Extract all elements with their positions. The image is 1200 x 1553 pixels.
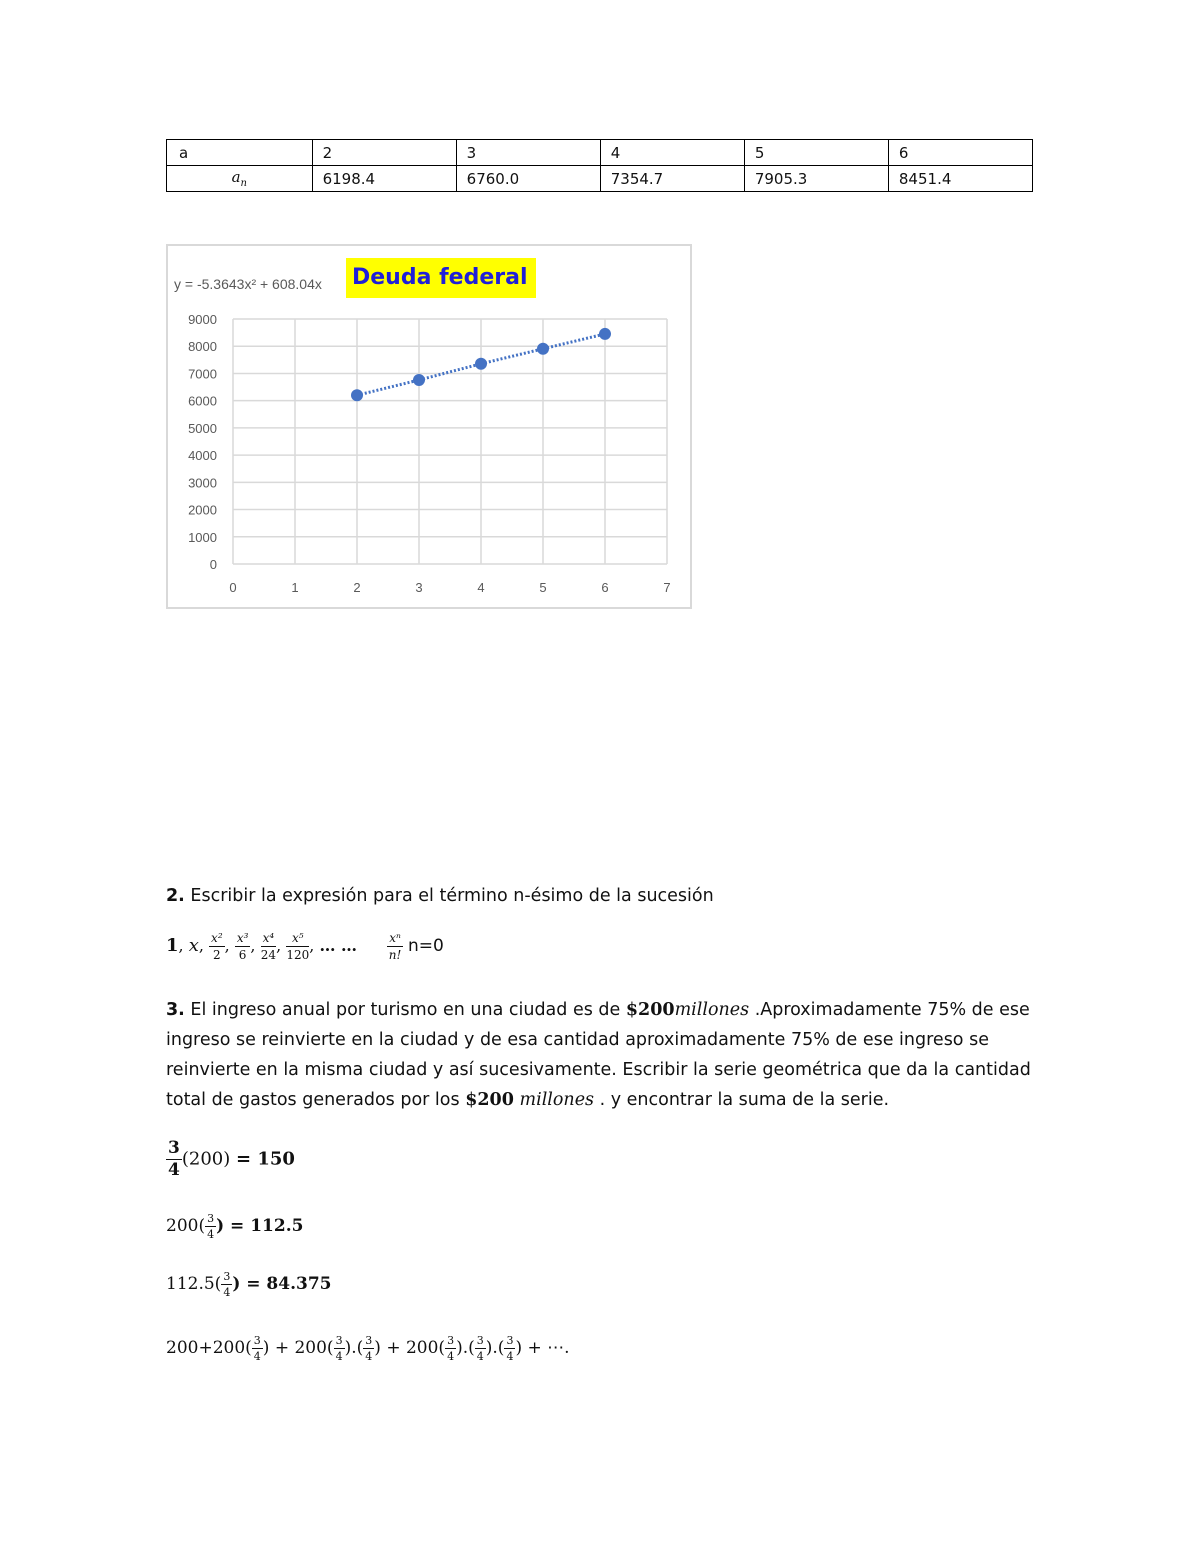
y-tick-label: 2000: [188, 502, 217, 518]
question-text-b: .Aproximadamente 75% de ese ingreso se reinvierte en la ciudad y de esa cantidad aproximadamente 75% de ese ingreso se reinvierte en la misma ciudad y así sucesivamente. Escribir la serie geométrica que da la cantidad total de gastos generados por los: [166, 1000, 1031, 1110]
math-line-3: [166, 1271, 332, 1298]
frac-den: 4: [365, 1350, 373, 1363]
n-start: n=0: [407, 936, 444, 956]
x-tick-label: 5: [539, 580, 547, 595]
chart-svg: [168, 246, 690, 607]
an-subscript: n: [240, 178, 247, 189]
frac-den: 4: [447, 1350, 455, 1363]
data-point: [599, 328, 611, 340]
general-term: [387, 932, 403, 961]
table-cell: 2: [312, 140, 456, 166]
table-cell: 7905.3: [744, 166, 888, 192]
series-dot: .: [351, 1338, 357, 1358]
seq-first-term: 1: [166, 935, 179, 956]
seq-frac: [261, 932, 277, 961]
x-tick-label: 0: [229, 580, 237, 595]
frac-num: 3: [476, 1334, 484, 1347]
table-cell-label: [167, 166, 313, 192]
series-term: 200(: [405, 1338, 446, 1358]
question-text-a: El ingreso anual por turismo en una ciudad es de: [190, 1000, 621, 1020]
frac-den: 4: [223, 1286, 231, 1299]
frac-den: 6: [238, 948, 247, 962]
series-tail: + ⋯.: [527, 1338, 570, 1358]
y-tick-label: 1000: [188, 529, 217, 545]
x-tick-label: 2: [353, 580, 361, 595]
question-number: 2.: [166, 886, 185, 906]
frac-num: 3: [253, 1334, 261, 1347]
question-text: Escribir la expresión para el término n-ésimo de la sucesión: [190, 886, 714, 906]
frac-num: 3: [365, 1334, 373, 1347]
series-paren: ): [515, 1338, 523, 1358]
frac-den: n!: [388, 948, 402, 962]
fraction: [205, 1213, 216, 1240]
chart: [166, 244, 692, 609]
math-lead: 112.5(: [166, 1274, 222, 1294]
fraction: [445, 1335, 456, 1362]
frac-den: 120: [286, 948, 310, 962]
frac-num: 3: [207, 1212, 215, 1225]
table-cell: 6760.0: [456, 166, 600, 192]
frac-num: x³: [236, 931, 249, 945]
x-tick-label: 3: [415, 580, 423, 595]
math-line-1: [166, 1140, 295, 1179]
amount: $200: [465, 1090, 514, 1110]
fraction: [221, 1271, 232, 1298]
x-tick-label: 7: [663, 580, 671, 595]
fraction: [363, 1335, 374, 1362]
unit: millones: [519, 1090, 595, 1110]
frac-num: 3: [447, 1334, 455, 1347]
fraction: [504, 1335, 515, 1362]
x-tick-label: 1: [291, 580, 299, 595]
y-tick-label: 6000: [188, 393, 217, 409]
x-tick-label: 6: [601, 580, 609, 595]
question-2: [166, 881, 1046, 911]
series-plus: +: [386, 1338, 401, 1358]
frac-num: 3: [168, 1138, 180, 1158]
table-cell: 5: [744, 140, 888, 166]
y-tick-label: 4000: [188, 448, 217, 464]
chart-title: Deuda federal: [346, 258, 536, 298]
table-row: [167, 166, 1033, 192]
series-term: 200(: [294, 1338, 334, 1358]
data-point: [413, 374, 425, 386]
frac-num: 3: [223, 1270, 231, 1283]
series-dot: .: [492, 1338, 498, 1358]
math-series: 200+200( $\frac{3}{4}$ ) + 200( $\frac{3}{4}$ ).( $\frac{3}{4}$ ) + 200( $\frac{3}{4}$ ).( $\frac{3}{4}$ ).( $\frac{3}{4}$ ) + ⋯.: [166, 1334, 570, 1363]
frac-den: 4: [253, 1350, 261, 1363]
fraction: [166, 1140, 182, 1179]
data-point: [351, 389, 363, 401]
frac-den: 4: [476, 1350, 484, 1363]
table-cell: 4: [600, 140, 744, 166]
frac-den: 2: [213, 948, 221, 962]
seq-frac: [209, 932, 225, 961]
math-result: ) = 84.375: [232, 1274, 332, 1294]
series-paren: ): [456, 1338, 463, 1358]
frac-num: 3: [506, 1334, 514, 1347]
math-line-2: [166, 1213, 303, 1240]
y-tick-label: 9000: [188, 312, 217, 327]
math-result: = 150: [235, 1148, 295, 1170]
table-cell: 8451.4: [888, 166, 1032, 192]
frac-num: 3: [335, 1334, 343, 1347]
math-result: ) = 112.5: [216, 1216, 304, 1236]
seq-frac: [235, 932, 251, 961]
frac-num: x⁴: [262, 931, 275, 945]
series-paren: ): [374, 1338, 381, 1358]
series-paren: ): [262, 1338, 270, 1358]
math-paren: (200): [181, 1148, 231, 1170]
y-tick-label: 3000: [188, 475, 217, 491]
table-cell: 3: [456, 140, 600, 166]
table-cell: 6: [888, 140, 1032, 166]
an-symbol: a: [231, 168, 241, 186]
sequence-expression: 1, x, $\frac{\text{x²}}{2}$ , $\frac{\text{x³}}{6}$ , $\frac{\text{x⁴}}{24}$ , $\frac{\text{x⁵}}{120}$ , … … $\frac{\text{xⁿ}}{n!}$ n=0: [166, 931, 444, 962]
series-dot: .: [462, 1338, 469, 1358]
math-lead: 200(: [166, 1216, 206, 1236]
series-paren: ): [485, 1338, 493, 1358]
y-tick-label: 5000: [188, 420, 217, 436]
y-tick-label: 7000: [188, 366, 217, 382]
frac-num: x⁵: [286, 932, 309, 947]
data-point: [475, 358, 487, 370]
table-cell: a: [167, 140, 313, 166]
x-tick-label: 4: [477, 580, 485, 595]
series-paren: ): [344, 1338, 352, 1358]
unit: millones: [674, 1000, 750, 1020]
sequence-table: [166, 139, 1033, 192]
frac-den: 4: [168, 1160, 180, 1180]
series-plus: +: [274, 1338, 290, 1358]
seq-x-term: x: [188, 935, 199, 956]
table-cell: 7354.7: [600, 166, 744, 192]
frac-den: 4: [335, 1350, 343, 1363]
amount: $200: [625, 1000, 675, 1020]
series-lead: 200+200(: [166, 1338, 252, 1358]
frac-den: 4: [207, 1228, 215, 1241]
seq-ellipsis: … …: [319, 936, 358, 955]
frac-num: x²: [211, 931, 223, 945]
data-point: [537, 343, 549, 355]
question-number: 3.: [166, 1000, 185, 1020]
seq-frac: [286, 932, 309, 961]
y-tick-label: 8000: [188, 339, 217, 355]
table-row: [167, 140, 1033, 166]
fraction: [475, 1335, 486, 1362]
trendline-equation: y = -5.3643x² + 608.04x: [174, 276, 322, 292]
frac-den: 4: [506, 1350, 514, 1363]
fraction: [252, 1335, 263, 1362]
frac-den: 24: [260, 948, 276, 962]
question-text-c: . y encontrar la suma de la serie.: [599, 1090, 890, 1110]
y-tick-label: 0: [209, 557, 217, 572]
frac-num: xⁿ: [389, 931, 401, 945]
question-3: [166, 995, 1046, 1115]
fraction: [334, 1335, 345, 1362]
table-cell: 6198.4: [312, 166, 456, 192]
